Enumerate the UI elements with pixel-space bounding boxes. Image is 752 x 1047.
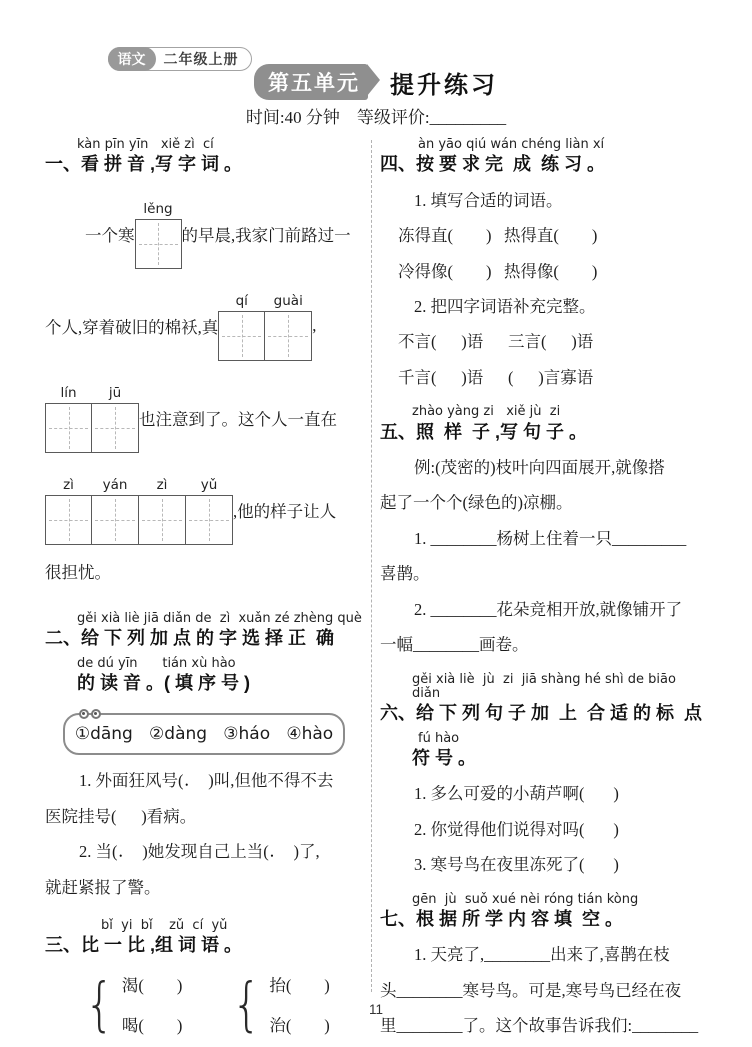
question-6-3: 3. 寒号鸟在夜里冻死了( ) (414, 855, 619, 875)
section-5-pinyin: zhào yàng zi xiě jù zi (412, 404, 561, 420)
question-6-1: 1. 多么可爱的小葫芦啊( ) (414, 784, 619, 804)
text-segment: ( )叫,但他不得不去 (178, 771, 334, 791)
pinyin-label: yǔ (200, 476, 218, 493)
write-cell (186, 476, 233, 545)
section-1-pinyin: kàn pīn yīn xiě zì cí (77, 137, 214, 152)
question-5-2-line-1: 2. ________花朵竞相开放,就像铺开了 (414, 599, 683, 619)
fill-row-2-pre: 个人,穿着破旧的棉袄,真 (45, 317, 219, 337)
section-6-heading-1: 六、给 下 列 句 子 加 上 合 适 的 标 点 (380, 703, 703, 724)
fill-row-4 (45, 475, 367, 545)
pair-2-bottom: 治( ) (269, 1015, 330, 1035)
section-2 (45, 612, 367, 905)
section-1-heading: 一、看 拼 音 ,写 字 词 。 (45, 154, 243, 175)
question-4-sub-1: 1. 填写合适的词语。 (414, 190, 563, 210)
page-title: 提升练习 (390, 71, 498, 99)
question-4-sub-2: 2. 把四字词语补充完整。 (414, 297, 596, 316)
right-column (376, 138, 702, 1044)
dotted-character: 当 (95, 842, 112, 862)
section-6-pinyin-2: fú hào (418, 730, 460, 746)
title-row (0, 64, 752, 100)
write-cell (92, 384, 139, 453)
time-and-rating-label: 时间:40 分钟 等级评价: (245, 108, 430, 127)
fill-row-2-post: , (312, 315, 317, 335)
pinyin-label: zì (63, 476, 74, 493)
brace-icon: { (232, 969, 262, 1038)
example-line-2: 起了一个个(绿色的)凉棚。 (380, 493, 573, 513)
section-7-heading: 七、根 据 所 学 内 容 填 空 。 (380, 909, 624, 929)
question-7-line-2: 头________寒号鸟。可是,寒号鸟已经在夜 (380, 980, 682, 1000)
text-segment: 1. 外面狂风 (79, 771, 162, 791)
question-2-2-line-1 (45, 834, 367, 869)
dotted-character: 当 (246, 842, 264, 862)
write-in-box (218, 292, 312, 361)
section-5 (380, 405, 702, 662)
page-number: 11 (368, 1002, 383, 1017)
pair-2-top: 抬( ) (269, 975, 330, 995)
dotted-character: 号 (94, 806, 111, 826)
write-cell (265, 292, 312, 361)
column-divider (371, 140, 372, 992)
write-in-box (45, 384, 139, 453)
section-4-pinyin: àn yāo qiú wán chéng liàn xí (418, 137, 605, 152)
section-2-heading-2: 的 读 音 。( 填 序 号 ) (77, 672, 250, 693)
section-5-heading: 五、照 样 子 ,写 句 子 。 (380, 421, 588, 442)
write-in-box (45, 476, 233, 545)
fill-row-1 (85, 199, 367, 269)
dotted-character: 号 (161, 771, 178, 791)
write-cell (92, 476, 139, 545)
example-line-1: 例:(茂密的)枝叶向四面展开,就像搭 (414, 458, 665, 477)
volume-label: 二年级上册 (163, 51, 239, 67)
fill-row-3 (45, 383, 367, 453)
question-2-1-line-1 (45, 763, 367, 798)
fill-row-1-pre: 一个寒 (85, 225, 135, 245)
pinyin-label: qí (235, 292, 248, 309)
text-segment: ( )看病。 (111, 806, 197, 826)
write-in-box (135, 200, 182, 269)
section-4-heading: 四、按 要 求 完 成 练 习 。 (380, 154, 606, 175)
write-cell (45, 476, 92, 545)
section-1 (45, 138, 367, 590)
question-5-2-line-2: 一幅________画卷。 (380, 635, 529, 655)
section-6-heading-2: 符 号 。 (412, 748, 477, 768)
text-segment: 2. (79, 842, 96, 862)
question-6-2: 2. 你觉得他们说得对吗( ) (414, 819, 619, 839)
fill-row-4-post: ,他的样子让人 (233, 501, 337, 521)
subject-badge: 语文 (108, 47, 156, 71)
section-2-pinyin-1: gěi xià liè jiā diǎn de zì xuǎn zé zhèng què (77, 611, 362, 627)
write-cell (139, 476, 186, 545)
pinyin-label: zì (156, 476, 168, 493)
question-5-1-line-1: 1. ________杨树上住着一只_________ (414, 528, 687, 548)
question-4-row-1: 冻得直( ) 热得直( ) (398, 226, 598, 246)
section-2-heading-1: 二、给 下 列 加 点 的 字 选 择 正 确 (45, 628, 335, 649)
pinyin-label: jū (108, 384, 122, 401)
pinyin-label: lín (60, 384, 77, 401)
text-segment: 医院挂 (45, 806, 95, 826)
answer-options-box (63, 713, 345, 755)
meta-line (0, 103, 752, 128)
question-7-line-1: 1. 天亮了,________出来了,喜鹊在枝 (414, 945, 670, 965)
write-cell (135, 200, 182, 269)
question-5-1-line-2: 喜鹊。 (380, 564, 430, 584)
question-2-2-line-2: 就赶紧报了警。 (45, 877, 161, 897)
unit-badge: 第五单元 (254, 64, 368, 100)
pinyin-label: lěng (143, 200, 173, 217)
pinyin-label: yán (102, 476, 128, 493)
fill-row-1-post: 的早晨,我家门前路过一 (181, 225, 351, 245)
left-column (45, 138, 367, 1044)
section-3-heading: 三、比 一 比 ,组 词 语 。 (45, 935, 243, 956)
question-2-1-line-2 (45, 799, 367, 834)
answer-options: ①dāng ②dàng ③háo ④hào (74, 724, 334, 745)
rating-blank: _________ (429, 108, 507, 127)
section-4 (380, 138, 702, 395)
write-cell (218, 292, 265, 361)
text-segment: ( )了, (263, 842, 320, 862)
write-cell (45, 384, 92, 453)
section-3 (45, 919, 367, 1036)
fill-row-5: 很担忧。 (45, 562, 111, 582)
question-4-row-2: 冷得像( ) 热得像( ) (398, 261, 598, 281)
fill-row-2 (45, 291, 367, 361)
section-7 (380, 893, 702, 1044)
pinyin-label: guài (273, 292, 303, 309)
text-segment: ( )她发现自己上 (112, 842, 247, 862)
section-6-pinyin-1: gěi xià liè jù zi jiā shàng hé shì de biāo diǎn (412, 671, 681, 702)
brace-icon: { (84, 969, 115, 1038)
section-3-pinyin: bǐ yi bǐ zǔ cí yǔ (101, 918, 228, 934)
fill-row-3-post: 也注意到了。这个人一直在 (139, 409, 337, 429)
pair-1-bottom: 喝( ) (121, 1015, 183, 1035)
section-2-pinyin-2: de dú yīn tián xù hào (77, 655, 236, 671)
two-column-body (45, 138, 702, 1044)
question-4-row-4: 千言( )语 ( )言寡语 (398, 367, 594, 387)
decoration-eyes-icon (79, 709, 101, 719)
question-7-line-3: 里________了。这个故事告诉我们:________ (380, 1016, 699, 1036)
section-7-pinyin: gēn jù suǒ xué nèi róng tián kòng (412, 891, 639, 907)
section-6 (380, 673, 702, 883)
question-4-row-3: 不言( )语 三言( )语 (398, 332, 594, 352)
pair-1-top: 渴( ) (121, 975, 183, 995)
